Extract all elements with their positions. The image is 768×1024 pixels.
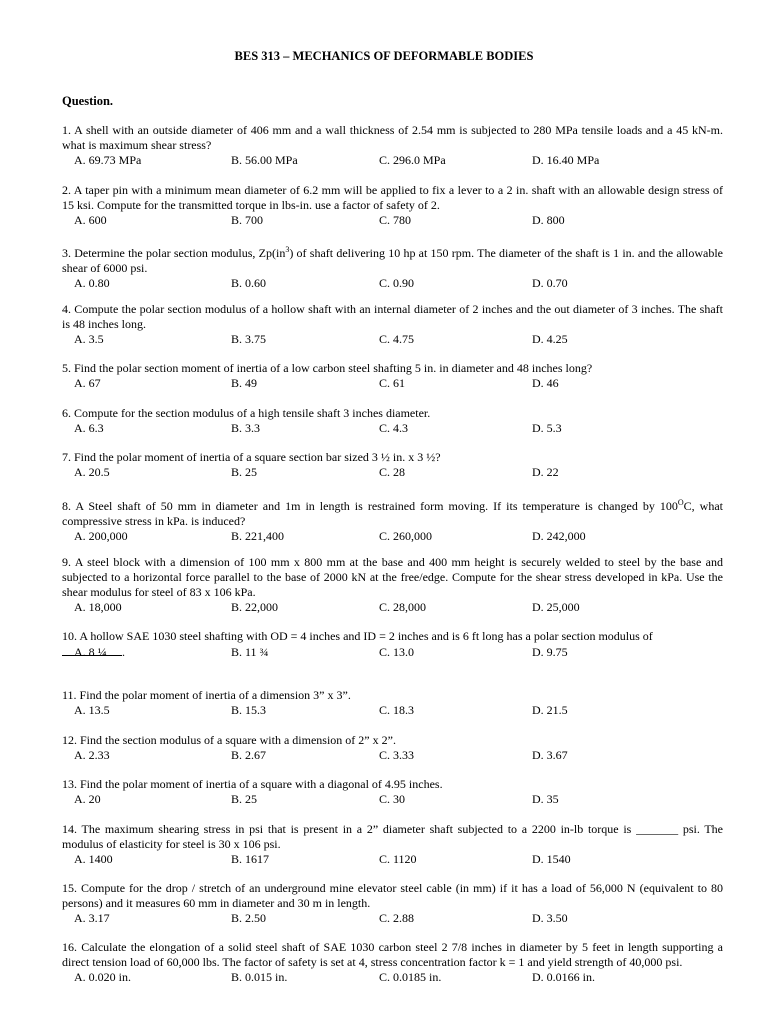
option-c: C. 61 — [379, 376, 406, 390]
option-d: D. 5.3 — [532, 421, 562, 435]
question-3 — [62, 242, 723, 291]
option-a: A. 20.5 — [74, 465, 110, 479]
question-11 — [62, 688, 723, 718]
answer-options — [62, 376, 723, 391]
option-a: A. 13.5 — [74, 703, 110, 717]
question-text-part: 8. A Steel shaft of 50 mm in diameter and 1m in length is restrained form moving. If its temperature is changed by 100 — [62, 499, 678, 513]
answer-options — [62, 792, 723, 807]
option-b: B. 11 ¾ — [231, 645, 269, 659]
option-c: C. 0.90 — [379, 276, 415, 290]
option-b: B. 49 — [231, 376, 258, 390]
option-d: D. 21.5 — [532, 703, 568, 717]
option-d: D. 800 — [532, 213, 565, 227]
option-d: D. 242,000 — [532, 529, 586, 543]
question-text: 13. Find the polar moment of inertia of a square with a diagonal of 4.95 inches. — [62, 777, 443, 791]
question-14 — [62, 822, 723, 867]
option-d: D. 3.50 — [532, 911, 568, 925]
answer-options — [62, 332, 723, 347]
question-5 — [62, 361, 723, 391]
question-text: 6. Compute for the section modulus of a high tensile shaft 3 inches diameter. — [62, 406, 431, 420]
option-a: A. 20 — [74, 792, 101, 806]
option-c: C. 0.0185 in. — [379, 970, 442, 984]
answer-options — [62, 421, 723, 436]
question-text — [62, 822, 723, 852]
option-a: A. 200,000 — [74, 529, 128, 543]
answer-options — [62, 465, 723, 480]
option-b: B. 1617 — [231, 852, 270, 866]
option-b: B. 3.75 — [231, 332, 267, 346]
option-a: A. 1400 — [74, 852, 113, 866]
question-1 — [62, 123, 723, 168]
option-b: B. 25 — [231, 465, 258, 479]
option-a: A. 18,000 — [74, 600, 122, 614]
option-d: D. 16.40 MPa — [532, 153, 600, 167]
answer-options — [62, 153, 723, 168]
option-d: D. 0.70 — [532, 276, 568, 290]
question-2 — [62, 183, 723, 228]
option-d: D. 0.0166 in. — [532, 970, 595, 984]
option-c: C. 13.0 — [379, 645, 415, 659]
question-text-part: 14. The maximum shearing stress in psi that is present in a 2” diameter shaft subjected to a 2200 in-lb torque is — [62, 822, 637, 836]
question-4 — [62, 302, 723, 347]
question-text: 5. Find the polar section moment of inertia of a low carbon steel shafting 5 in. in diameter and 48 inches long? — [62, 361, 593, 375]
answer-options — [62, 276, 723, 291]
option-c: C. 3.33 — [379, 748, 415, 762]
question-10 — [62, 629, 723, 660]
option-c: C. 28 — [379, 465, 406, 479]
option-b: B. 0.015 in. — [231, 970, 288, 984]
option-b: B. 2.67 — [231, 748, 267, 762]
option-c: C. 4.75 — [379, 332, 415, 346]
question-12 — [62, 733, 723, 763]
option-a: A. 3.5 — [74, 332, 104, 346]
option-a: A. 67 — [74, 376, 101, 390]
question-text — [62, 495, 723, 529]
option-c: C. 2.88 — [379, 911, 415, 925]
question-text: 12. Find the section modulus of a square with a dimension of 2” x 2”. — [62, 733, 396, 747]
question-text-part: 3. Determine the polar section modulus, Zp(in — [62, 246, 286, 260]
answer-options — [62, 911, 723, 926]
superscript: 3 — [285, 245, 290, 254]
question-8 — [62, 495, 723, 544]
answer-options — [62, 600, 723, 615]
option-d: D. 9.75 — [532, 645, 568, 659]
question-text-part: . — [122, 645, 125, 659]
option-a: A. 3.17 — [74, 911, 110, 925]
option-b: B. 15.3 — [231, 703, 267, 717]
option-b: B. 25 — [231, 792, 258, 806]
question-text: 9. A steel block with a dimension of 100 mm x 800 mm at the base and 400 mm height is securely welded to steel by the base and subjected to a horizontal force parallel to the base of 2000 kN at the free/edge. Compute for the shear stress developed in kPa. Use the shear modulus for steel of 83 x 106 kPa. — [62, 555, 723, 599]
option-d: D. 1540 — [532, 852, 571, 866]
answer-options — [62, 748, 723, 763]
question-6 — [62, 406, 723, 436]
option-a: A. 0.020 in. — [74, 970, 131, 984]
option-c: C. 18.3 — [379, 703, 415, 717]
option-b: B. 700 — [231, 213, 264, 227]
option-d: D. 4.25 — [532, 332, 568, 346]
option-d: D. 25,000 — [532, 600, 580, 614]
option-a: A. 2.33 — [74, 748, 110, 762]
question-text-part: C, what compressive stress in kPa. is induced? — [62, 499, 723, 528]
question-text: 4. Compute the polar section modulus of a hollow shaft with an internal diameter of 2 inches and the out diameter of 3 inches. The shaft is 48 inches long. — [62, 302, 723, 331]
option-d: D. 22 — [532, 465, 559, 479]
option-b: B. 0.60 — [231, 276, 267, 290]
superscript: O — [677, 498, 684, 507]
option-c: C. 780 — [379, 213, 412, 227]
question-text: 7. Find the polar moment of inertia of a square section bar sized 3 ½ in. x 3 ½? — [62, 450, 441, 464]
option-d: D. 35 — [532, 792, 559, 806]
question-7 — [62, 450, 723, 480]
option-c: C. 260,000 — [379, 529, 433, 543]
option-b: B. 2.50 — [231, 911, 267, 925]
option-b: B. 3.3 — [231, 421, 261, 435]
option-c: C. 28,000 — [379, 600, 427, 614]
answer-options — [62, 529, 723, 544]
question-text — [62, 242, 723, 276]
option-b: B. 22,000 — [231, 600, 279, 614]
question-15 — [62, 881, 723, 926]
option-a: A. 600 — [74, 213, 107, 227]
option-c: C. 30 — [379, 792, 406, 806]
question-text: 15. Compute for the drop / stretch of an underground mine elevator steel cable (in mm) if it has a load of 56,000 N (equivalent to 80 persons) and it measures 60 mm in diameter and 30 m in length. — [62, 881, 723, 910]
question-16 — [62, 940, 723, 985]
option-b: B. 56.00 MPa — [231, 153, 298, 167]
question-text-part: ) of shaft delivering 10 hp at 150 rpm. The diameter of the shaft is 1 in. and the allowable shear of 6000 psi. — [62, 246, 724, 275]
answer-options — [62, 703, 723, 718]
question-text-part: psi. The modulus of elasticity for steel is 30 x 106 psi. — [62, 822, 723, 851]
option-d: D. 46 — [532, 376, 559, 390]
answer-options — [62, 852, 723, 867]
answer-options — [62, 213, 723, 228]
question-text-part: 10. A hollow SAE 1030 steel shafting with OD = 4 inches and ID = 2 inches and is 6 ft long has a polar section modulus of — [62, 629, 653, 643]
option-a: A. 0.80 — [74, 276, 110, 290]
option-c: C. 1120 — [379, 852, 417, 866]
option-a: A. 6.3 — [74, 421, 104, 435]
option-b: B. 221,400 — [231, 529, 285, 543]
option-d: D. 3.67 — [532, 748, 568, 762]
document-title: BES 313 – MECHANICS OF DEFORMABLE BODIES — [234, 49, 534, 63]
answer-blank: _______ — [636, 822, 679, 836]
option-c: C. 296.0 MPa — [379, 153, 446, 167]
section-heading: Question. — [62, 94, 114, 108]
option-a: A. 69.73 MPa — [74, 153, 142, 167]
question-9 — [62, 555, 723, 615]
question-text: 2. A taper pin with a minimum mean diameter of 6.2 mm will be applied to fix a lever to a 2 in. shaft with an allowable design stress of 15 ksi. Compute for the transmitted torque in lbs-in. use a factor of safety of 2. — [62, 183, 723, 212]
question-text: 1. A shell with an outside diameter of 406 mm and a wall thickness of 2.54 mm is subjected to 280 MPa tensile loads and a 45 kN-m. what is maximum shear stress? — [62, 123, 723, 152]
answer-options — [62, 645, 723, 660]
option-c: C. 4.3 — [379, 421, 409, 435]
question-13 — [62, 777, 723, 807]
answer-options — [62, 970, 723, 985]
question-text: 16. Calculate the elongation of a solid steel shaft of SAE 1030 carbon steel 2 7/8 inches in diameter by 5 feet in length supporting a direct tension load of 60,000 lbs. The factor of safety is set at 4, stress concentration factor k = 1 and yield strength of 40,000 psi. — [62, 940, 723, 969]
question-text: 11. Find the polar moment of inertia of a dimension 3” x 3”. — [62, 688, 351, 702]
option-a: A. 8 ¼ — [74, 645, 107, 659]
